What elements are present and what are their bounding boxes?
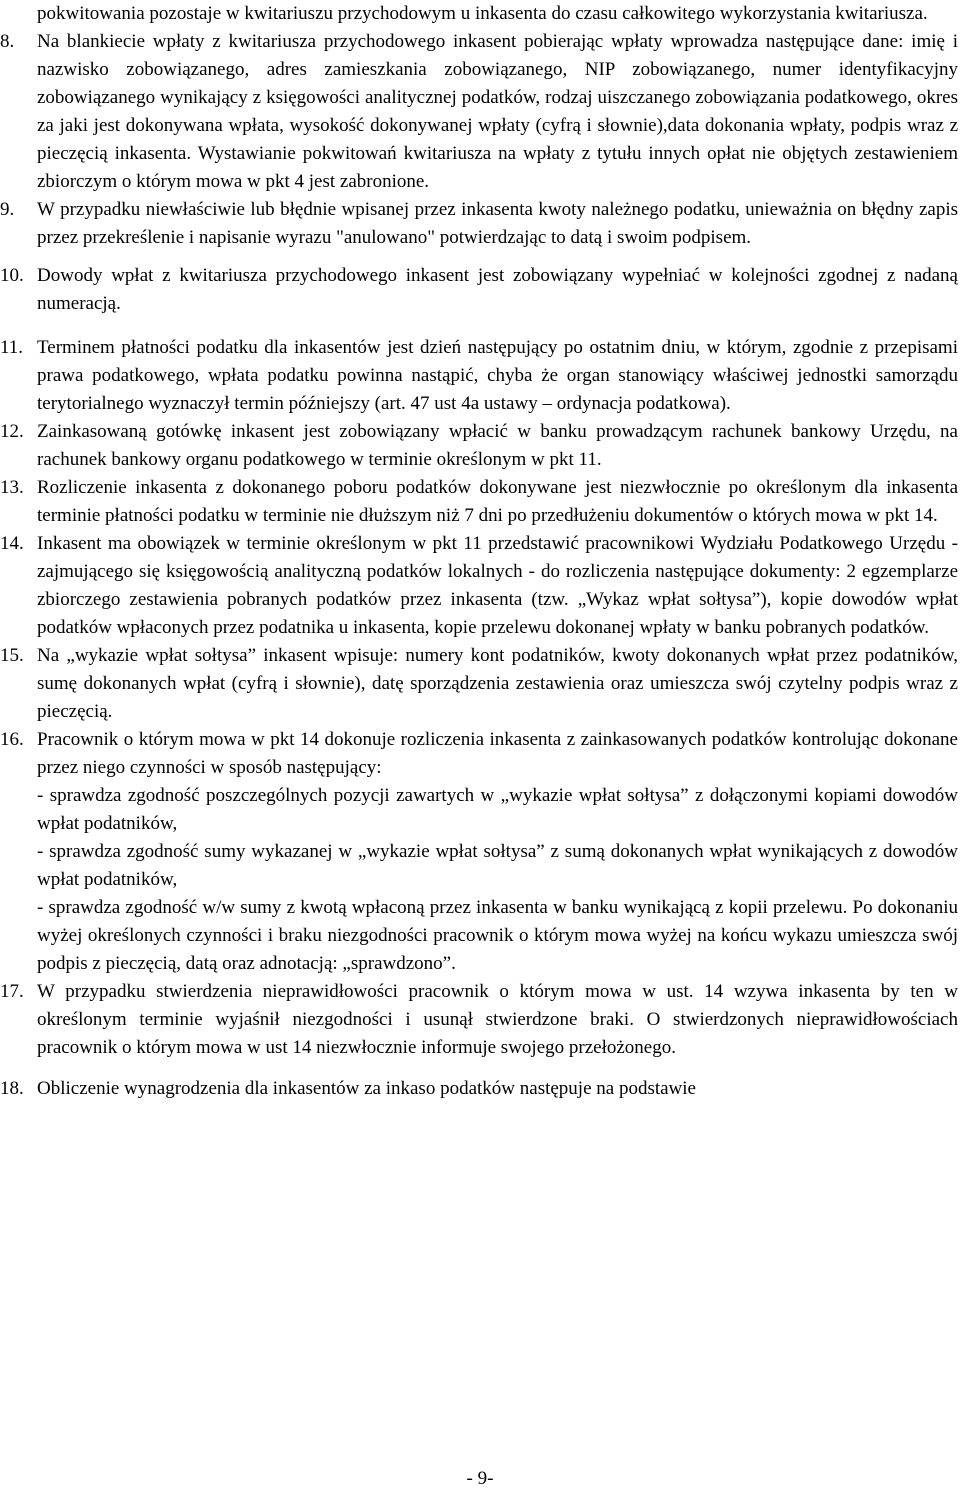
list-item-17 bbox=[0, 978, 960, 1062]
item-number: 13. bbox=[0, 477, 24, 498]
item-text: Dowody wpłat z kwitariusza przychodowego inkasent jest zobowiązany wypełniać w kolejności zgodnej z nadaną numeracją. bbox=[37, 265, 958, 314]
item-text: Obliczenie wynagrodzenia dla inkasentów za inkaso podatków następuje na podstawie bbox=[37, 1078, 696, 1099]
item-number: 17. bbox=[0, 981, 24, 1002]
item-number: 8. bbox=[0, 31, 15, 52]
item-number: 10. bbox=[0, 265, 24, 286]
list-item-15 bbox=[0, 642, 960, 726]
item-text: Na blankiecie wpłaty z kwitariusza przychodowego inkasent pobierając wpłaty wprowadza następujące dane: imię i nazwisko zobowiązanego, adres zamieszkania zobowiązanego, NIP zobowiązanego, numer identyfikacyjny zobowiązanego wynikający z księgowości analitycznej podatków, rodzaj uiszczanego zobowiązania podatkowego, okres za jaki jest dokonywana wpłata, wysokość dokonywanej wpłaty (cyfrą i słownie),data dokonania wpłaty, podpis wraz z pieczęcią inkasenta. Wystawianie pokwitowań kwitariusza na wpłaty z tytułu innych opłat nie objętych zestawieniem zbiorczym o którym mowa w pkt 4 jest zabronione. bbox=[37, 31, 958, 192]
item-number: 18. bbox=[0, 1078, 24, 1099]
item-number: 15. bbox=[0, 645, 24, 666]
item-number: 16. bbox=[0, 729, 24, 750]
item-text: Rozliczenie inkasenta z dokonanego poboru podatków dokonywane jest niezwłocznie po określonym dla inkasenta terminie płatności podatku w terminie nie dłuższym niż 7 dni po przedłużeniu dokumentów o których mowa w pkt 14. bbox=[37, 477, 958, 526]
item-text: Zainkasowaną gotówkę inkasent jest zobowiązany wpłacić w banku prowadzącym rachunek bankowy Urzędu, na rachunek bankowy organu podatkowego w terminie określonym w pkt 11. bbox=[37, 421, 958, 470]
item-number: 14. bbox=[0, 533, 24, 554]
item-subpoint: - sprawdza zgodność sumy wykazanej w „wykazie wpłat sołtysa” z sumą dokonanych wpłat wynikających z dowodów wpłat podatników, bbox=[37, 841, 958, 890]
numbered-list bbox=[0, 28, 960, 1103]
list-item-13 bbox=[0, 474, 960, 530]
intro-paragraph: pokwitowania pozostaje w kwitariuszu przychodowym u inkasenta do czasu całkowitego wykorzystania kwitariusza. bbox=[37, 3, 928, 24]
list-item-16 bbox=[0, 726, 960, 978]
list-item-12 bbox=[0, 418, 960, 474]
item-text: Terminem płatności podatku dla inkasentów jest dzień następujący po ostatnim dniu, w którym, zgodnie z przepisami prawa podatkowego, wpłata podatku powinna nastąpić, chyba że organ stanowiący właściwej jednostki samorządu terytorialnego wyznaczył termin późniejszy (art. 47 ust 4a ustawy – ordynacja podatkowa). bbox=[37, 337, 958, 414]
item-number: 9. bbox=[0, 199, 15, 220]
item-text: Na „wykazie wpłat sołtysa” inkasent wpisuje: numery kont podatników, kwoty dokonanych wpłat przez podatników, sumę dokonanych wpłat (cyfrą i słownie), datę sporządzenia zestawienia oraz umieszcza swój czytelny podpis wraz z pieczęcią. bbox=[37, 645, 958, 722]
list-item-8 bbox=[0, 28, 960, 196]
item-number: 11. bbox=[0, 337, 24, 358]
item-text: W przypadku stwierdzenia nieprawidłowości pracownik o którym mowa w ust. 14 wzywa inkasenta by ten w określonym terminie wyjaśnił niezgodności i usunął stwierdzone braki. O stwierdzonych nieprawidłowościach pracownik o którym mowa w ust 14 niezwłocznie informuje swojego przełożonego. bbox=[37, 981, 958, 1058]
item-text: Inkasent ma obowiązek w terminie określonym w pkt 11 przedstawić pracownikowi Wydziału Podatkowego Urzędu - zajmującego się księgowością analityczną podatków lokalnych - do rozliczenia następujące dokumenty: 2 egzemplarze zbiorczego zestawienia pobranych podatków przez inkasenta (tzw. „Wykaz wpłat sołtysa”), kopie dowodów wpłat podatków wpłaconych przez podatnika u inkasenta, kopie przelewu dokonanej wpłaty w banku pobranych podatków. bbox=[37, 533, 958, 638]
item-number: 12. bbox=[0, 421, 24, 442]
list-item-14 bbox=[0, 530, 960, 642]
item-text: Pracownik o którym mowa w pkt 14 dokonuje rozliczenia inkasenta z zainkasowanych podatków kontrolując dokonane przez niego czynności w sposób następujący: bbox=[37, 729, 958, 778]
item-text: W przypadku niewłaściwie lub błędnie wpisanej przez inkasenta kwoty należnego podatku, unieważnia on błędny zapis przez przekreślenie i napisanie wyrazu "anulowano" potwierdzając to datą i swoim podpisem. bbox=[37, 199, 958, 248]
page-number: - 9- bbox=[466, 1468, 494, 1489]
list-item-18 bbox=[0, 1075, 960, 1103]
item-subpoint: - sprawdza zgodność w/w sumy z kwotą wpłaconą przez inkasenta w banku wynikającą z kopii przelewu. Po dokonaniu wyżej określonych czynności i braku niezgodności pracownik o którym mowa wyżej na końcu wykazu umieszcza swój podpis z pieczęcią, datą oraz adnotacją: „sprawdzono”. bbox=[37, 897, 958, 974]
list-item-11 bbox=[0, 334, 960, 418]
item-subpoint: - sprawdza zgodność poszczególnych pozycji zawartych w „wykazie wpłat sołtysa” z dołączonymi kopiami dowodów wpłat podatników, bbox=[37, 785, 958, 834]
list-item-10 bbox=[0, 262, 960, 318]
list-item-9 bbox=[0, 196, 960, 252]
